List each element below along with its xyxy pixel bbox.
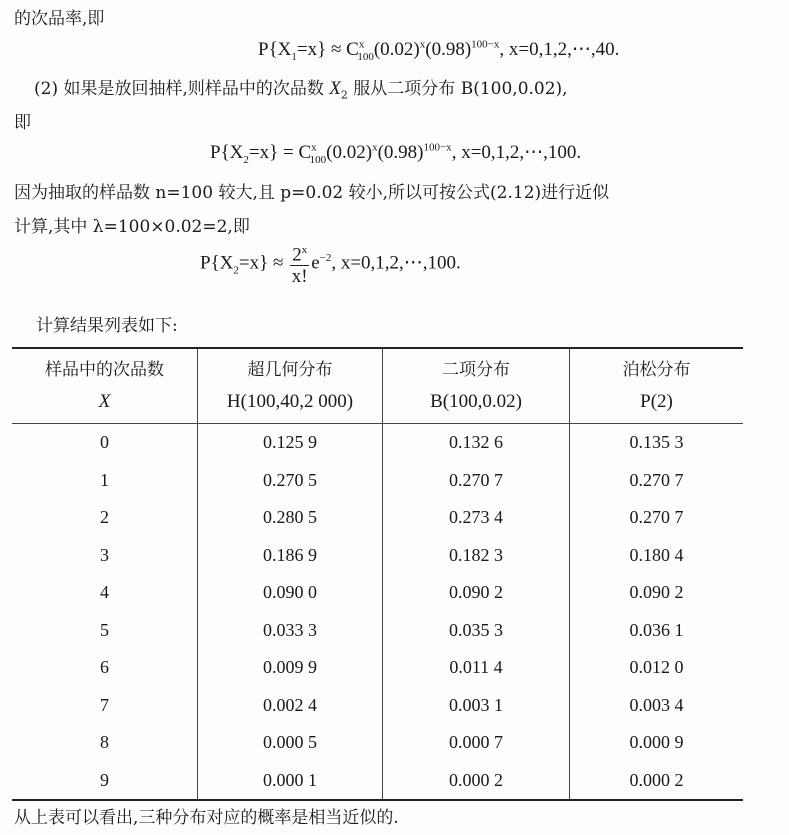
- table-row: [12, 462, 743, 500]
- table-cell: 0.135 3: [570, 424, 744, 462]
- formula-part: (0.02): [326, 142, 373, 163]
- formula-part: P{X: [210, 142, 244, 163]
- formula-part: 2: [292, 244, 302, 266]
- formula-part: (0.02): [373, 39, 420, 60]
- table-cell: 5: [100, 619, 109, 640]
- table-header: [570, 348, 744, 424]
- text-line: 计算结果列表如下:: [36, 316, 178, 336]
- table-cell: 0.035 3: [383, 612, 570, 650]
- header-label: H(100,40,2 000): [226, 391, 354, 412]
- table-row: [12, 687, 743, 725]
- table-cell: 0.036 1: [570, 612, 744, 650]
- table-cell: 8: [100, 732, 109, 753]
- formula-part: x: [419, 38, 426, 51]
- formula-part: =x} = C: [248, 142, 312, 163]
- formula-part: e: [311, 252, 320, 274]
- table-row: [12, 499, 743, 537]
- table-cell: 0.182 3: [383, 537, 570, 575]
- text-part: X: [329, 78, 341, 99]
- table-row: [12, 424, 743, 462]
- header-label: P(2): [640, 391, 673, 412]
- table-cell: 0.270 5: [198, 462, 383, 500]
- formula-part: −2: [319, 252, 332, 265]
- header-label: 二项分布: [442, 360, 510, 380]
- text-line: [34, 74, 568, 101]
- formula-part: , x=0,1,2,⋯,100.: [331, 252, 461, 274]
- table-cell: 0.000 2: [570, 762, 744, 801]
- table-cell: 7: [100, 694, 109, 715]
- formula-part: 100: [309, 153, 327, 166]
- formula-part: x: [301, 244, 308, 256]
- table-cell: 0.000 1: [198, 762, 383, 801]
- formula-part: 2: [233, 264, 239, 277]
- table-cell: 0.003 1: [383, 687, 570, 725]
- table-header-row: [12, 348, 743, 424]
- table-cell: 0.132 6: [383, 424, 570, 462]
- formula-part: x: [358, 38, 365, 51]
- table-cell: 0.002 4: [198, 687, 383, 725]
- formula-part: P{X: [200, 252, 234, 274]
- header-label: X: [98, 391, 111, 412]
- formula-part: 100−x: [471, 38, 500, 51]
- table-cell: 0.186 9: [198, 537, 383, 575]
- formula-part: x: [372, 141, 378, 154]
- formula-part: =x} ≈: [238, 252, 284, 274]
- table-cell: 0.003 4: [570, 687, 744, 725]
- table-cell: 0.270 7: [570, 499, 744, 537]
- table-row: [12, 649, 743, 687]
- header-label: 泊松分布: [622, 360, 691, 380]
- table-header: [198, 348, 383, 424]
- formula-part: 100: [357, 50, 374, 63]
- header-label: 样品中的次品数: [45, 360, 164, 380]
- table-row: [12, 724, 743, 762]
- text-line: 计算,其中 λ=100×0.02=2,即: [14, 217, 250, 237]
- table-cell: 0.000 9: [570, 724, 744, 762]
- table-cell: 3: [100, 544, 109, 565]
- formula-part: =x} ≈ C: [296, 39, 359, 60]
- formula-part: , x=0,1,2,⋯,100.: [451, 142, 582, 163]
- table-cell: 0.000 7: [383, 724, 570, 762]
- header-label: B(100,0.02): [430, 391, 522, 412]
- text-line: 的次品率,即: [14, 9, 105, 29]
- formula-part: 100−x: [423, 141, 452, 154]
- table-row: [12, 612, 743, 650]
- formula-part: x!: [291, 266, 308, 288]
- formula-part: , x=0,1,2,⋯,40.: [499, 39, 620, 60]
- table-cell: 6: [100, 657, 109, 678]
- table-cell: 2: [100, 507, 109, 528]
- table-cell: 0: [100, 432, 109, 453]
- text-line: 从上表可以看出,三种分布对应的概率是相当近似的.: [14, 808, 399, 828]
- table-cell: 0.011 4: [383, 649, 570, 687]
- table-cell: 0.270 7: [570, 462, 744, 500]
- text-part: (2) 如果是放回抽样,则样品中的次品数: [34, 79, 330, 99]
- table-cell: 0.270 7: [383, 462, 570, 500]
- table-cell: 0.033 3: [198, 612, 383, 650]
- table-cell: 0.090 0: [198, 574, 383, 612]
- formula-part: (0.98): [425, 39, 472, 60]
- text-line: 即: [14, 113, 31, 133]
- table-cell: 1: [100, 469, 109, 490]
- text-part: 服从二项分布 B(100,0.02),: [347, 79, 568, 99]
- table-cell: 0.280 5: [198, 499, 383, 537]
- table-cell: 0.009 9: [198, 649, 383, 687]
- formula-part: x: [311, 141, 317, 154]
- text-part: 2: [340, 88, 348, 102]
- text-line: 因为抽取的样品数 n=100 较大,且 p=0.02 较小,所以可按公式(2.12)进行近似: [14, 183, 610, 203]
- table-cell: 0.012 0: [570, 649, 744, 687]
- table-row: [12, 574, 743, 612]
- table-cell: 4: [100, 582, 109, 603]
- formula-part: 1: [291, 50, 297, 63]
- table-cell: 0.090 2: [570, 574, 744, 612]
- table-row: [12, 762, 743, 801]
- table-cell: 9: [100, 769, 109, 790]
- formula-poisson: [200, 240, 461, 288]
- header-label: 超几何分布: [247, 360, 333, 380]
- formula-binomial: [210, 141, 581, 166]
- results-table: [12, 347, 743, 801]
- table-cell: 0.000 5: [198, 724, 383, 762]
- table-cell: 0.273 4: [383, 499, 570, 537]
- formula-hypergeometric: [258, 38, 619, 63]
- table-cell: 0.090 2: [383, 574, 570, 612]
- formula-part: P{X: [258, 39, 292, 60]
- table-row: [12, 537, 743, 575]
- table-header: [383, 348, 570, 424]
- table-header: [12, 348, 198, 424]
- table-cell: 0.125 9: [198, 424, 383, 462]
- table-cell: 0.000 2: [383, 762, 570, 801]
- formula-part: 2: [243, 153, 249, 166]
- formula-part: (0.98): [377, 142, 424, 163]
- fraction: [290, 240, 309, 288]
- table-cell: 0.180 4: [570, 537, 744, 575]
